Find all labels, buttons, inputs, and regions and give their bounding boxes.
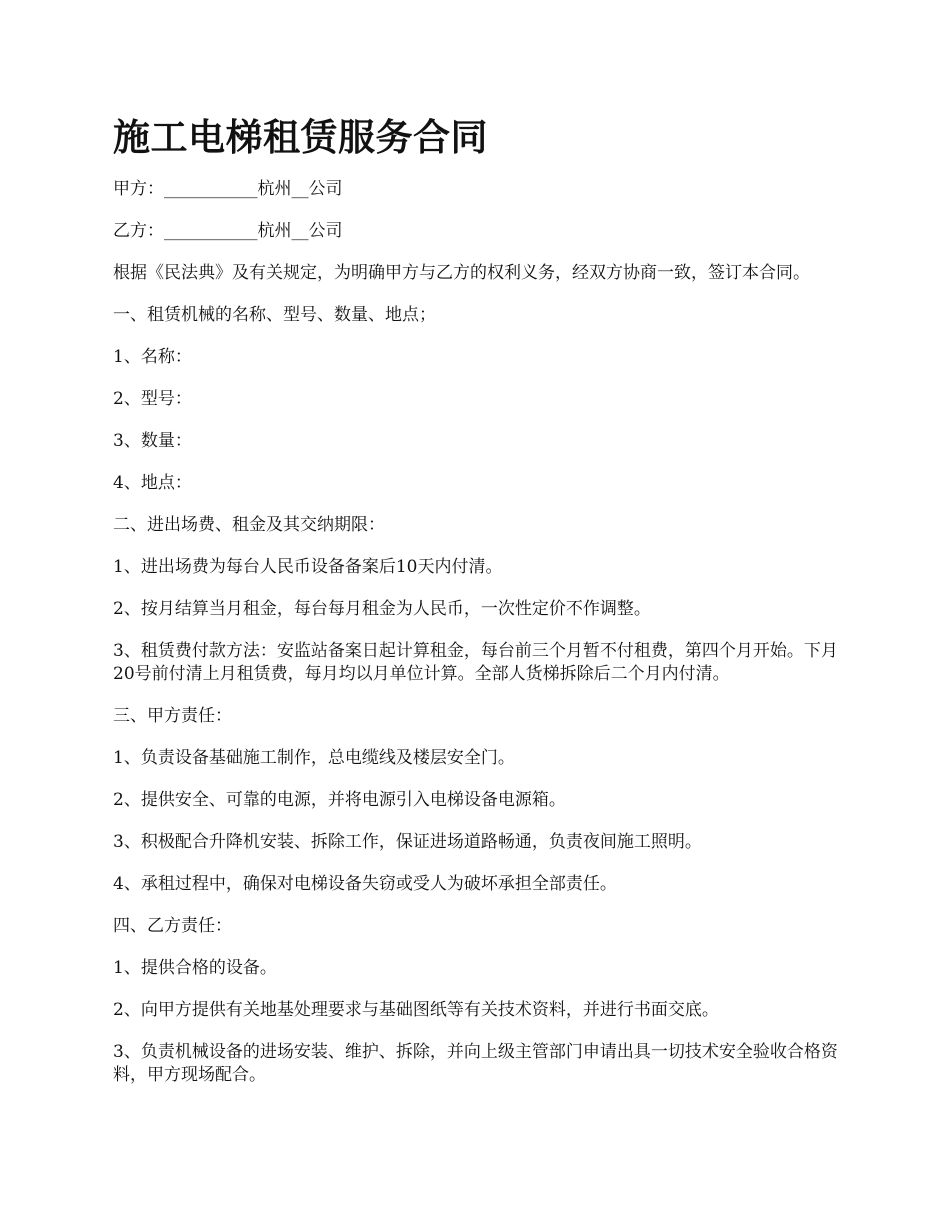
section-heading-4: 四、乙方责任： <box>113 916 232 936</box>
clause-2-2: 2、按月结算当月租金，每台每月租金为人民币，一次性定价不作调整。 <box>113 599 651 619</box>
section-heading-2: 二、进出场费、租金及其交纳期限： <box>113 515 385 535</box>
document-body <box>113 178 843 1106</box>
clause-3-2: 2、提供安全、可靠的电源，并将电源引入电梯设备电源箱。 <box>113 790 566 810</box>
clause-3-3: 3、积极配合升降机安装、拆除工作，保证进场道路畅通，负责夜间施工照明。 <box>113 832 702 852</box>
party-a-line: 甲方：___________杭州__公司 <box>113 179 343 199</box>
section-heading-1: 一、租赁机械的名称、型号、数量、地点； <box>113 305 436 325</box>
clause-1-2: 2、型号： <box>113 389 192 409</box>
clause-4-2: 2、向甲方提供有关地基处理要求与基础图纸等有关技术资料，并进行书面交底。 <box>113 1000 719 1020</box>
party-b-line: 乙方：___________杭州__公司 <box>113 221 343 241</box>
clause-2-3: 3、租赁费付款方法：安监站备案日起计算租金，每台前三个月暂不付租费，第四个月开始。下月20号前付清上月租赁费，每月均以月单位计算。全部人货梯拆除后二个月内付清。 <box>113 641 838 684</box>
clause-3-4: 4、承租过程中，确保对电梯设备失窃或受人为破坏承担全部责任。 <box>113 874 617 894</box>
clause-1-3: 3、数量： <box>113 431 192 451</box>
clause-1-1: 1、名称： <box>113 347 192 367</box>
clause-4-1: 1、提供合格的设备。 <box>113 958 277 978</box>
document-title: 施工电梯租赁服务合同 <box>113 115 488 159</box>
clause-1-4: 4、地点： <box>113 473 192 493</box>
preamble-paragraph: 根据《民法典》及有关规定，为明确甲方与乙方的权利义务，经双方协商一致，签订本合同。 <box>113 263 810 283</box>
clause-2-1: 1、进出场费为每台人民币设备备案后10天内付清。 <box>113 557 503 577</box>
clause-3-1: 1、负责设备基础施工制作，总电缆线及楼层安全门。 <box>113 748 515 768</box>
section-heading-3: 三、甲方责任： <box>113 706 232 726</box>
clause-4-3: 3、负责机械设备的进场安装、维护、拆除，并向上级主管部门申请出具一切技术安全验收合格资料，甲方现场配合。 <box>113 1042 838 1085</box>
